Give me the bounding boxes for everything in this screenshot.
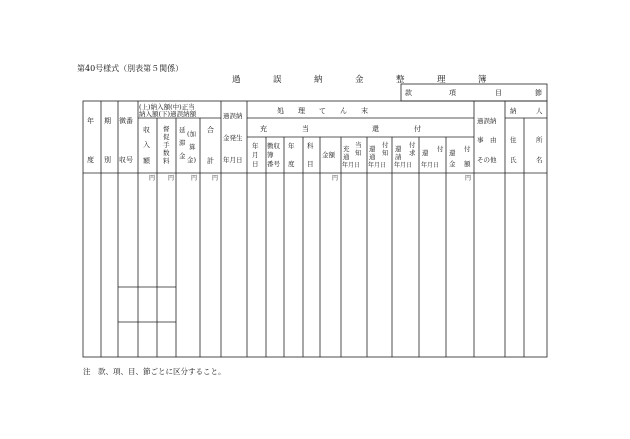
document-title: 過 誤 納 金 整 理 簿 [232,75,499,85]
amount-header-line2: 納入額(下)過誤納額 [139,110,197,118]
shunyugaku-label-3: 額 [143,157,150,165]
shori-nengappi-label: 年 [252,142,259,150]
kan-label: 款 [405,89,412,97]
kanpu-seikyu-label-2: 付 [409,141,416,149]
shunyugaku-label: 収 [143,126,150,134]
kanpu-nengappi-label: 還 [422,149,429,157]
kanpu-tsuuchi-label-4: 知 [382,149,389,157]
yen-mark-shunyugaku: 円 [149,175,156,182]
juusho-label-2: 所 [536,136,543,144]
kanpu-kingaku-label-2: 付 [464,145,471,153]
shori-nendo-label-2: 度 [288,160,295,168]
shori-kamoku-label-2: 目 [307,160,314,168]
juutou-tsuuchi-label-5: 年月日 [342,162,361,169]
shunyugaku-label-2: 入 [143,141,150,149]
entai-label: 延 [179,126,186,134]
kanpu-tsuuchi-label-2: 付 [382,141,389,149]
juutou-tsuuchi-label-3: 通 [343,153,350,161]
kanpu-kingaku-label: 還 [449,149,456,157]
kago-label-3: 年月日 [223,156,243,164]
shori-nengappi-label-3: 日 [252,160,259,168]
kanpu-seikyu-label-4: 求 [409,149,416,157]
kou-label: 項 [449,89,456,97]
nounyu-label-2: 人 [536,107,543,115]
shori-kingaku-label: 金額 [322,151,335,159]
juutou-tsuuchi-label: 充 [343,145,350,153]
entai-label-6: 金) [187,156,197,164]
shori-nendo-label: 年 [288,142,295,150]
juutou-tsuuchi-label-2: 当 [355,141,362,149]
footnote: 注 款、項、目、節ごとに区分すること。 [83,367,226,376]
shuu-label: 収号 [119,156,133,164]
yen-mark-shori-kingaku: 円 [332,175,339,182]
entai-label-4: 算 [189,143,196,151]
kanpu-nengappi-label-2: 付 [437,145,444,153]
kanpu-seikyu-label-5: 年月日 [394,162,413,169]
entai-label-5: 金 [179,152,186,160]
kanpu-tsuuchi-label: 還 [369,145,376,153]
kanpu-nengappi-label-3: 年月日 [421,162,440,169]
yen-mark-goukei: 円 [212,175,219,182]
juutou-label: 充 当 [260,125,309,133]
yen-mark-tokusoku: 円 [168,175,175,182]
goukei-label-2: 計 [207,157,214,165]
kanpu-label: 還 付 [372,125,421,133]
yen-mark-entai: 円 [191,175,198,182]
nen-label: 年 [87,117,94,125]
kanpu-seikyu-label: 還 [395,145,402,153]
kago-label: 過誤納 [223,112,243,120]
kanpu-tsuuchi-label-5: 年月日 [368,162,387,169]
nounyu-label: 納 [510,107,517,115]
kanpu-seikyu-label-3: 請 [395,153,402,161]
kago-label-2: 金発生 [223,134,243,142]
entai-label-2: (加 [187,130,197,138]
shori-nengappi-label-2: 月 [252,151,259,159]
choushubo-label-3: 番号 [267,160,280,168]
tokusoku-label-2: 促 [163,133,170,141]
tokusoku-label-3: 手 [163,141,170,149]
chou-label: 徴番 [119,117,133,125]
tokusoku-label: 督 [163,125,170,133]
tokusoku-label-5: 料 [163,157,170,165]
choushubo-label-2: 簿 [267,151,274,159]
form-number: 第40号様式（別表第５関係） [77,64,184,73]
juusho-label: 住 [510,136,517,144]
shori-tenmatsu-label: 処 理 て ん 末 [277,107,368,115]
tokusoku-label-4: 数 [163,149,170,157]
betsu-label: 別 [104,156,111,164]
choushubo-label: 徴収 [267,142,280,150]
yen-mark-kanpu-kingaku: 円 [465,175,472,182]
entai-label-3: 滞 [179,139,186,147]
kanpu-kingaku-label-3: 金 [449,160,456,168]
jiyuu-label-2: 事 由 [477,136,497,144]
setsu-label: 節 [535,89,542,97]
goukei-label: 合 [207,126,214,134]
ki-label: 期 [104,117,111,125]
shori-kamoku-label: 科 [307,142,314,150]
moku-label: 目 [495,89,502,97]
jiyuu-label-3: その他 [477,156,497,164]
jiyuu-label: 過誤納 [477,117,497,125]
kanpu-kingaku-label-4: 額 [464,160,471,168]
shimei-label-2: 名 [536,156,543,164]
kanpu-tsuuchi-label-3: 通 [369,153,376,161]
shimei-label: 氏 [510,156,517,164]
do-label: 度 [87,156,94,164]
juutou-tsuuchi-label-4: 知 [355,149,362,157]
amount-header-line1: (上)納入額(中)正当 [139,103,195,111]
